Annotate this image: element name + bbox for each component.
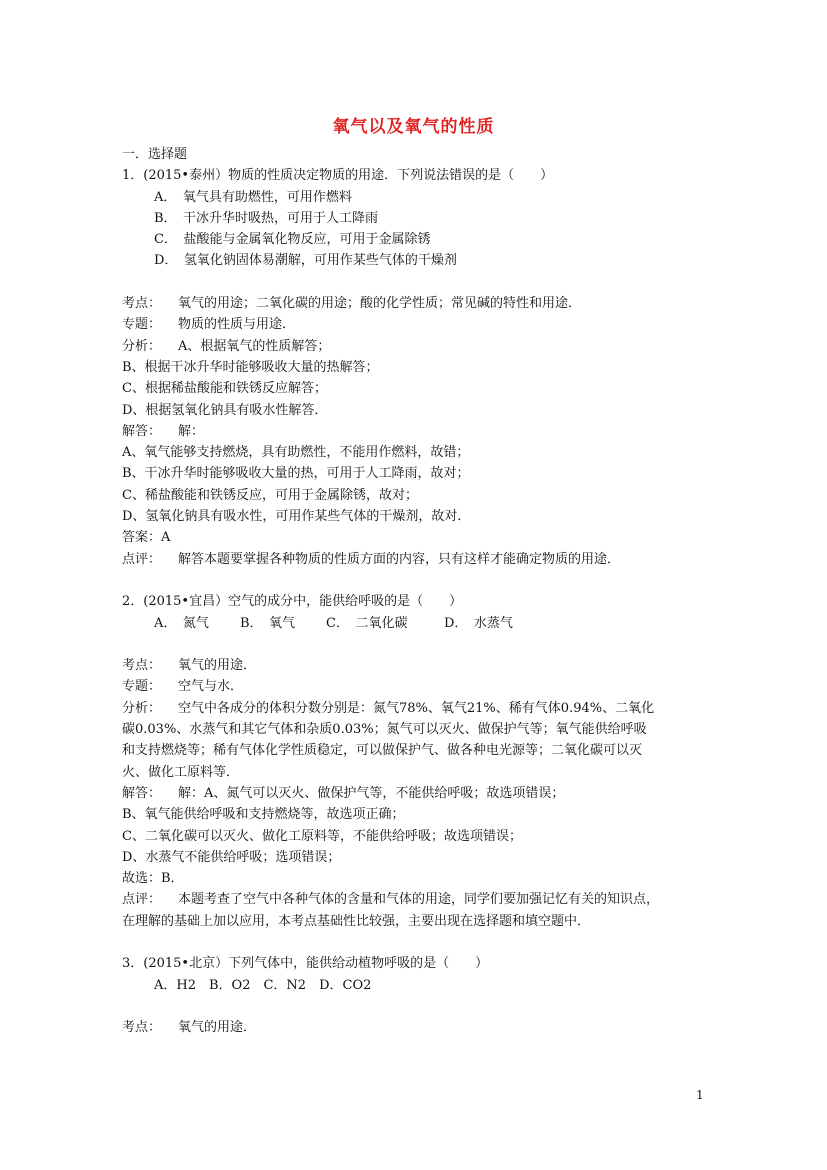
fenxi-line: 碳0.03%、水蒸气和其它气体和杂质0.03%；氮气可以灭火、做保护气等；氧气能供给呼吸 bbox=[122, 722, 647, 738]
question-1-kaodian bbox=[122, 293, 712, 314]
kaodian-text: 氧气的用途；二氧化碳的用途；酸的化学性质；常见碱的特性和用途． bbox=[178, 296, 582, 312]
kaodian-text: 氧气的用途． bbox=[178, 658, 257, 674]
document-title: 氧气以及氧气的性质 bbox=[332, 117, 495, 137]
question-2-option-a: A． 氮气 bbox=[154, 615, 209, 631]
jieda-line: C、稀盐酸能和铁锈反应，可用于金属除锈，故对； bbox=[122, 487, 418, 503]
question-1-answer: 答案：A bbox=[122, 530, 171, 546]
question-2-option-c: C． 二氧化碳 bbox=[326, 615, 408, 631]
question-2-answer: 故选：B． bbox=[122, 871, 184, 887]
fenxi-text: 空气中各成分的体积分数分别是：氮气78%、氧气21%、稀有气体0.94%、二氧化 bbox=[178, 700, 655, 716]
spacer bbox=[122, 996, 712, 1017]
jieda-line: B、干冰升华时能够吸收大量的热，可用于人工降雨，故对； bbox=[122, 466, 470, 482]
question-1-stem: 1．(2015•泰州）物质的性质决定物质的用途．下列说法错误的是（ ） bbox=[122, 168, 554, 184]
jieda-label: 解答： bbox=[122, 785, 162, 801]
kaodian-text: 氧气的用途． bbox=[178, 1020, 257, 1036]
document-body bbox=[122, 144, 712, 1038]
question-2-dianping bbox=[122, 889, 712, 910]
jieda-line: D、氢氧化钠具有吸水性，可用作某些气体的干燥剂，故对． bbox=[122, 509, 471, 525]
zhuanti-text: 物质的性质与用途． bbox=[178, 317, 296, 333]
fenxi-line: D、根据氢氧化钠具有吸水性解答． bbox=[122, 402, 328, 418]
zhuanti-text: 空气与水． bbox=[178, 679, 244, 695]
fenxi-line: 火、做化工原料等． bbox=[122, 764, 240, 780]
question-1-fenxi bbox=[122, 336, 712, 357]
spacer bbox=[122, 272, 712, 293]
zhuanti-label: 专题： bbox=[122, 679, 162, 695]
question-2-zhuanti bbox=[122, 676, 712, 697]
fenxi-text: A、根据氧气的性质解答； bbox=[178, 338, 331, 354]
question-2-fenxi bbox=[122, 698, 712, 719]
dianping-label: 点评： bbox=[122, 551, 162, 567]
question-2-option-b: B． 氧气 bbox=[240, 615, 296, 631]
fenxi-line: C、根据稀盐酸能和铁锈反应解答； bbox=[122, 381, 327, 397]
question-1-option-d: D． 氢氧化钠固体易潮解，可用作某些气体的干燥剂 bbox=[154, 253, 457, 269]
question-2-stem: 2．(2015•宜昌）空气的成分中，能供给呼吸的是（ ） bbox=[122, 594, 463, 610]
jieda-line: D、水蒸气不能供给呼吸；选项错误； bbox=[122, 849, 341, 865]
question-2-option-d: D． 水蒸气 bbox=[444, 615, 513, 631]
dianping-line: 在理解的基础上加以应用，本考点基础性比较强，主要出现在选择题和填空题中． bbox=[122, 913, 591, 929]
question-1-option-c: C． 盐酸能与金属氧化物反应，可用于金属除锈 bbox=[154, 232, 431, 248]
jieda-label: 解答： bbox=[122, 423, 162, 439]
fenxi-line: B、根据干冰升华时能够吸收大量的热解答； bbox=[122, 359, 379, 375]
fenxi-label: 分析： bbox=[122, 700, 162, 716]
jieda-head: 解：A、氮气可以灭火、做保护气等，不能供给呼吸；故选项错误； bbox=[178, 785, 565, 801]
spacer bbox=[122, 634, 712, 655]
section-heading: 一．选择题 bbox=[122, 147, 188, 162]
question-3-options: A．H2 B．O2 C．N2 D．CO2 bbox=[154, 977, 372, 993]
question-2-kaodian bbox=[122, 655, 712, 676]
jieda-line: A、氧气能够支持燃烧，具有助燃性，不能用作燃料，故错； bbox=[122, 445, 470, 461]
question-1-option-a: A． 氧气具有助燃性，可用作燃料 bbox=[154, 189, 352, 205]
question-3-stem: 3．(2015•北京）下列气体中，能供给动植物呼吸的是（ ） bbox=[122, 956, 489, 972]
fenxi-line: 和支持燃烧等；稀有气体化学性质稳定，可以做保护气、做各种电光源等；二氧化碳可以灭 bbox=[122, 743, 643, 759]
spacer bbox=[122, 570, 712, 591]
question-2-jieda bbox=[122, 783, 712, 804]
question-3-kaodian bbox=[122, 1017, 712, 1038]
dianping-text: 本题考查了空气中各种气体的含量和气体的用途，同学们要加强记忆有关的知识点， bbox=[178, 892, 660, 908]
kaodian-label: 考点： bbox=[122, 296, 162, 312]
kaodian-label: 考点： bbox=[122, 658, 162, 674]
jieda-head: 解： bbox=[178, 423, 205, 439]
dianping-label: 点评： bbox=[122, 892, 162, 908]
fenxi-label: 分析： bbox=[122, 338, 162, 354]
question-1-zhuanti bbox=[122, 314, 712, 335]
question-2-options bbox=[122, 613, 712, 634]
spacer bbox=[122, 932, 712, 953]
jieda-line: C、二氧化碳可以灭火、做化工原料等，不能供给呼吸；故选项错误； bbox=[122, 828, 522, 844]
question-1-dianping bbox=[122, 549, 712, 570]
question-1-option-b: B． 干冰升华时吸热，可用于人工降雨 bbox=[154, 210, 379, 226]
zhuanti-label: 专题： bbox=[122, 317, 162, 333]
jieda-line: B、氧气能供给呼吸和支持燃烧等，故选项正确； bbox=[122, 807, 405, 823]
dianping-text: 解答本题要掌握各种物质的性质方面的内容，只有这样才能确定物质的用途． bbox=[178, 551, 621, 567]
question-1-jieda bbox=[122, 421, 712, 442]
page-number: 1 bbox=[696, 1088, 704, 1102]
kaodian-label: 考点： bbox=[122, 1020, 162, 1036]
